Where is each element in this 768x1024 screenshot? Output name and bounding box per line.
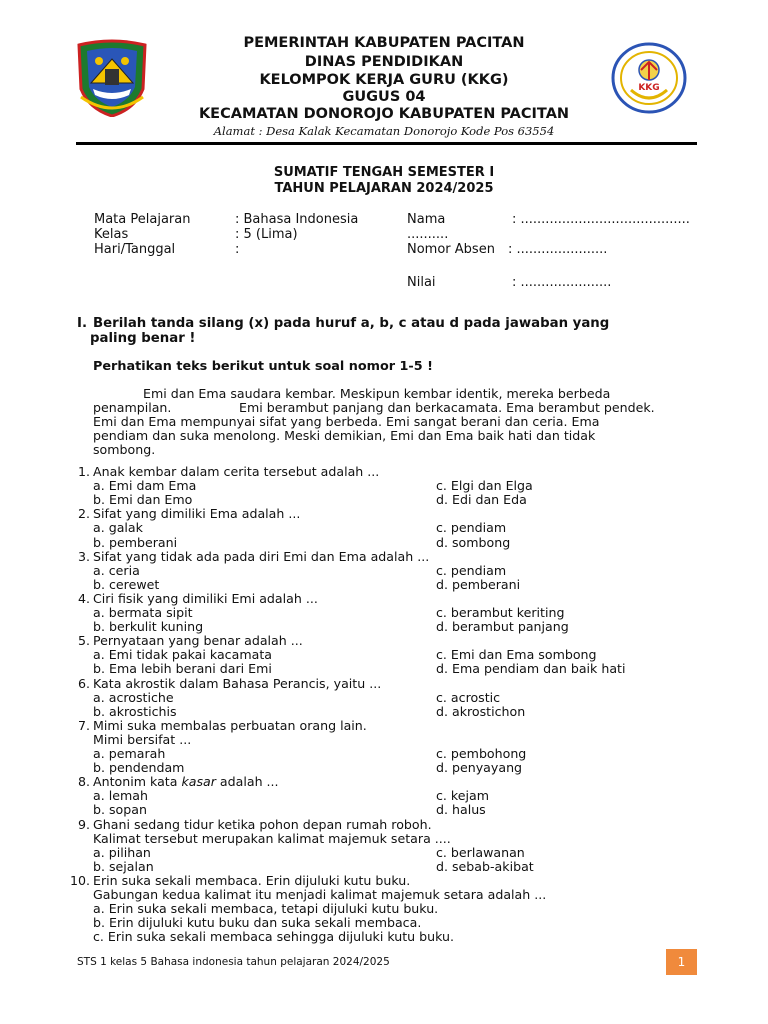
kkg-logo-text: KKG — [638, 83, 660, 93]
hari-label: Hari/Tanggal — [94, 242, 176, 257]
answer-option-a[interactable]: a. pemarah — [93, 746, 166, 761]
answer-option[interactable]: c. Erin suka sekali membaca sehingga dijuluki kutu buku. — [93, 929, 455, 945]
answer-option-b[interactable]: b. sopan — [93, 802, 147, 818]
answer-option-c[interactable]: c. Emi dan Ema sombong — [436, 647, 597, 663]
answer-option-c[interactable]: c. acrostic — [436, 689, 501, 705]
answer-option-b[interactable]: b. pendendam — [93, 760, 185, 776]
passage-instruction: Perhatikan teks berikut untuk soal nomor 1-5 ! — [93, 359, 433, 374]
header-line-3: KELOMPOK KERJA GURU (KKG) — [259, 72, 509, 88]
answer-option-d[interactable]: d. pemberani — [436, 576, 521, 592]
question-text: Mimi bersifat ... — [93, 731, 192, 747]
nama-field-cont: .......... — [407, 227, 449, 242]
exam-title: SUMATIF TENGAH SEMESTER I — [273, 165, 495, 180]
question-number: 9. — [77, 816, 90, 832]
passage-line-2a: penampilan. — [93, 400, 172, 415]
kelas-value: : 5 (Lima) — [235, 227, 298, 242]
answer-option-d[interactable]: d. sebab-akibat — [436, 858, 534, 874]
answer-option-b[interactable]: b. cerewet — [93, 576, 160, 592]
header-address: Alamat : Desa Kalak Kecamatan Donorojo Kode Pos 63554 — [213, 124, 555, 138]
header-divider — [76, 142, 697, 145]
answer-option-a[interactable]: a. ceria — [93, 562, 140, 578]
passage-line-1: Emi dan Ema saudara kembar. Meskipun kembar identik, mereka berbeda — [143, 386, 611, 401]
answer-option-c[interactable]: c. kejam — [436, 788, 490, 804]
question-text: Sifat yang tidak ada pada diri Emi dan Ema adalah ... — [93, 548, 430, 564]
answer-option-a[interactable]: a. acrostiche — [93, 689, 174, 705]
question-number: 4. — [77, 590, 90, 606]
question-text: Gabungan kedua kalimat itu menjadi kalimat majemuk setara adalah ... — [93, 887, 547, 902]
answer-option-b[interactable]: b. pemberani — [93, 534, 178, 550]
question-italic-word: kasar — [181, 774, 216, 790]
answer-option-a[interactable]: a. pilihan — [93, 844, 151, 860]
mapel-value: : Bahasa Indonesia — [235, 212, 359, 227]
answer-option-d[interactable]: d. Ema pendiam dan baik hati — [436, 661, 626, 677]
answer-option-d[interactable]: d. halus — [436, 802, 486, 818]
answer-option-c[interactable]: c. Elgi dan Elga — [436, 478, 533, 494]
absen-field[interactable]: : ...................... — [508, 242, 608, 257]
question-text: Pernyataan yang benar adalah ... — [93, 633, 303, 649]
mapel-label: Mata Pelajaran — [94, 212, 191, 227]
answer-option-a[interactable]: a. Emi tidak pakai kacamata — [93, 647, 272, 663]
question-text: Kata akrostik dalam Bahasa Perancis, yaitu ... — [93, 675, 382, 691]
question-text: Ciri fisik yang dimiliki Emi adalah ... — [93, 590, 318, 606]
question-number: 2. — [77, 506, 90, 522]
nilai-label: Nilai — [407, 275, 436, 290]
answer-option-c[interactable]: c. pendiam — [436, 562, 507, 578]
kelas-label: Kelas — [94, 227, 129, 242]
header-line-5: KECAMATAN DONOROJO KABUPATEN PACITAN — [198, 106, 570, 122]
question-text: Ghani sedang tidur ketika pohon depan rumah roboh. — [93, 816, 432, 832]
answer-option-c[interactable]: c. berambut keriting — [436, 605, 565, 620]
section-instruction-2: paling benar ! — [90, 331, 196, 346]
header-line-1: PEMERINTAH KABUPATEN PACITAN — [243, 35, 525, 51]
question-number: 10. — [69, 872, 90, 888]
answer-option-d[interactable]: d. berambut panjang — [436, 619, 569, 635]
answer-option-a[interactable]: a. bermata sipit — [93, 605, 193, 620]
answer-option-c[interactable]: c. berlawanan — [436, 844, 525, 860]
nama-field[interactable]: : ......................................... — [512, 212, 690, 227]
passage-line-4: pendiam dan suka menolong. Meski demikian, Emi dan Ema baik hati dan tidak — [93, 428, 596, 443]
section-roman: I. — [77, 316, 87, 331]
question-text: Kalimat tersebut merupakan kalimat majemuk setara .... — [93, 830, 451, 846]
question-text: Anak kembar dalam cerita tersebut adalah ... — [93, 464, 380, 479]
nilai-field[interactable]: : ...................... — [512, 275, 612, 290]
question-text: Erin suka sekali membaca. Erin dijuluki kutu buku. — [93, 872, 411, 888]
question-number: 3. — [77, 548, 90, 564]
absen-label: Nomor Absen — [407, 242, 495, 257]
footer-text: STS 1 kelas 5 Bahasa indonesia tahun pelajaran 2024/2025 — [77, 956, 390, 968]
question-number: 7. — [77, 717, 90, 733]
nama-label: Nama — [407, 212, 446, 227]
answer-option-d[interactable]: d. Edi dan Eda — [436, 492, 527, 508]
answer-option-d[interactable]: d. penyayang — [436, 760, 523, 776]
answer-option-d[interactable]: d. sombong — [436, 534, 511, 550]
question-text: Mimi suka membalas perbuatan orang lain. — [93, 717, 367, 733]
hari-value: : — [235, 242, 240, 257]
passage-line-5: sombong. — [93, 442, 156, 457]
answer-option-b[interactable]: b. Ema lebih berani dari Emi — [93, 661, 272, 677]
answer-option-c[interactable]: c. pendiam — [436, 520, 507, 536]
question-text: Sifat yang dimiliki Ema adalah ... — [93, 506, 301, 522]
header-line-2: DINAS PENDIDIKAN — [304, 54, 464, 70]
answer-option[interactable]: a. Erin suka sekali membaca, tetapi dijuluki kutu buku. — [93, 901, 439, 917]
answer-option-b[interactable]: b. sejalan — [93, 858, 154, 874]
answer-option-a[interactable]: a. lemah — [93, 788, 148, 804]
question-number: 1. — [77, 464, 90, 479]
exam-year: TAHUN PELAJARAN 2024/2025 — [274, 181, 494, 196]
answer-option-a[interactable]: a. Emi dam Ema — [93, 478, 197, 494]
question-text: Antonim kata kasar adalah ... — [93, 774, 279, 790]
page-number: 1 — [666, 949, 697, 975]
passage-line-2b: Emi berambut panjang dan berkacamata. Ema berambut pendek. — [239, 400, 655, 415]
question-number: 5. — [77, 633, 90, 649]
answer-option-b[interactable]: b. berkulit kuning — [93, 619, 204, 635]
question-number: 6. — [77, 675, 90, 691]
header-line-4: GUGUS 04 — [342, 89, 426, 105]
section-instruction-1: Berilah tanda silang (x) pada huruf a, b, c atau d pada jawaban yang — [93, 316, 610, 331]
passage-line-3: Emi dan Ema mempunyai sifat yang berbeda. Emi sangat berani dan ceria. Ema — [93, 414, 600, 429]
answer-option-c[interactable]: c. pembohong — [436, 746, 527, 761]
answer-option-d[interactable]: d. akrostichon — [436, 703, 526, 719]
question-number: 8. — [77, 774, 90, 790]
answer-option-b[interactable]: b. Emi dan Emo — [93, 492, 193, 508]
answer-option-b[interactable]: b. akrostichis — [93, 703, 177, 719]
answer-option[interactable]: b. Erin dijuluki kutu buku dan suka sekali membaca. — [93, 915, 422, 931]
answer-option-a[interactable]: a. galak — [93, 520, 143, 536]
